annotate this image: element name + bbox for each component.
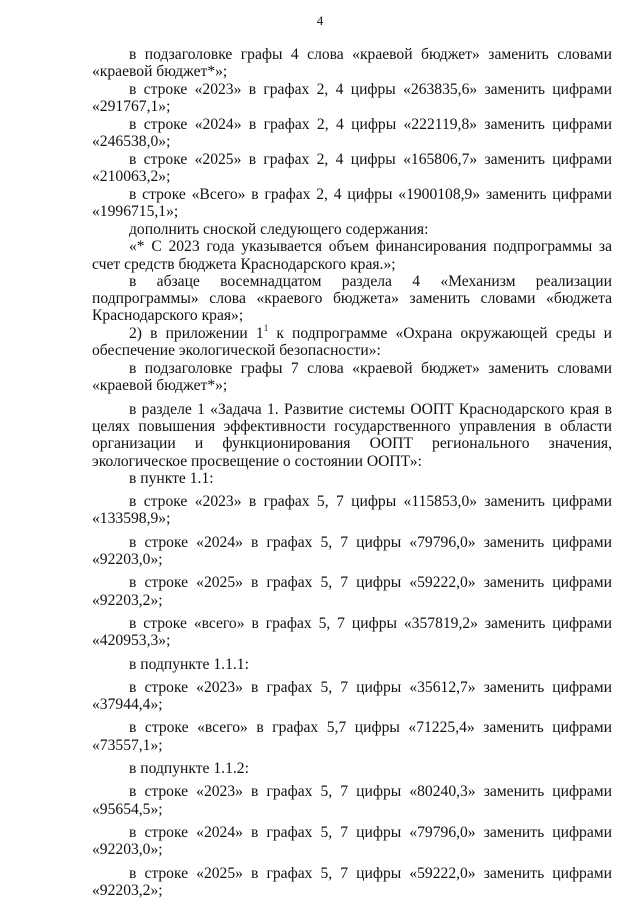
paragraph: в строке «2023» в графах 5, 7 цифры «35612,7» заменить цифрами «37944,4»; (92, 678, 612, 714)
document-body (92, 46, 612, 905)
paragraph: в строке «2025» в графах 5, 7 цифры «59222,0» заменить цифрами «92203,2»; (92, 864, 612, 899)
paragraph: в строке «2025» в графах 2, 4 цифры «165806,7» заменить цифрами «210063,2»; (92, 150, 612, 186)
paragraph: в строке «всего» в графах 5,7 цифры «71225,4» заменить цифрами «73557,1»; (92, 719, 612, 754)
appendix-prefix: 2) в приложении 1 (129, 325, 264, 343)
paragraph: в строке «2024» в графах 2, 4 цифры «222119,8» заменить цифрами «246538,0»; (92, 115, 612, 151)
subsection-heading: в подпункте 1.1.1: (129, 655, 249, 673)
paragraph: в строке «2025» в графах 5, 7 цифры «59222,0» заменить цифрами «92203,2»; (92, 574, 612, 609)
paragraph: в строке «Всего» в графах 2, 4 цифры «1900108,9» заменить цифрами «1996715,1»; (92, 185, 612, 221)
paragraph: в подзаголовке графы 4 слова «краевой бюджет» заменить словами «краевой бюджет*»; (92, 46, 612, 81)
paragraph: в строке «2023» в графах 5, 7 цифры «115853,0» заменить цифрами «133598,9»; (92, 493, 612, 528)
subsection-heading: в пункте 1.1: (129, 469, 214, 487)
section-paragraph: в разделе 1 «Задача 1. Развитие системы ООПТ Краснодарского края в целях повышения эффективности государственного управления в области организации и функционирования ООПТ регионального значения, экологическое просвещение о состоянии ООПТ»: (92, 400, 612, 470)
paragraph: в строке «2024» в графах 5, 7 цифры «79796,0» заменить цифрами «92203,0»; (92, 533, 612, 569)
paragraph: в строке «2024» в графах 5, 7 цифры «79796,0» заменить цифрами «92203,0»; (92, 823, 612, 859)
appendix-suffix: к подпрограмме «Охрана окружающей среды и обеспечение экологической безопасности»: (92, 325, 613, 360)
footnote-text: «* С 2023 года указывается объем финансирования подпрограммы за счет средств бюджета Краснодарского края.»; (92, 238, 612, 273)
subsection-heading: в подпункте 1.1.2: (129, 760, 249, 778)
page-number: 4 (316, 13, 324, 28)
paragraph: в строке «всего» в графах 5, 7 цифры «357819,2» заменить цифрами «420953,3»; (92, 614, 612, 650)
paragraph: в строке «2023» в графах 2, 4 цифры «263835,6» заменить цифрами «291767,1»; (92, 80, 612, 116)
appendix-item (92, 325, 612, 360)
paragraph: в абзаце восемнадцатом раздела 4 «Механизм реализации подпрограммы» слова «краевого бюджета» заменить словами «бюджета Краснодарского края»; (92, 272, 612, 325)
appendix-superscript: 1 (263, 323, 269, 334)
paragraph: в подзаголовке графы 7 слова «краевой бюджет» заменить словами «краевой бюджет*»; (92, 360, 612, 395)
paragraph: дополнить сноской следующего содержания: (129, 220, 429, 238)
paragraph: в строке «2023» в графах 5, 7 цифры «80240,3» заменить цифрами «95654,5»; (92, 783, 612, 818)
